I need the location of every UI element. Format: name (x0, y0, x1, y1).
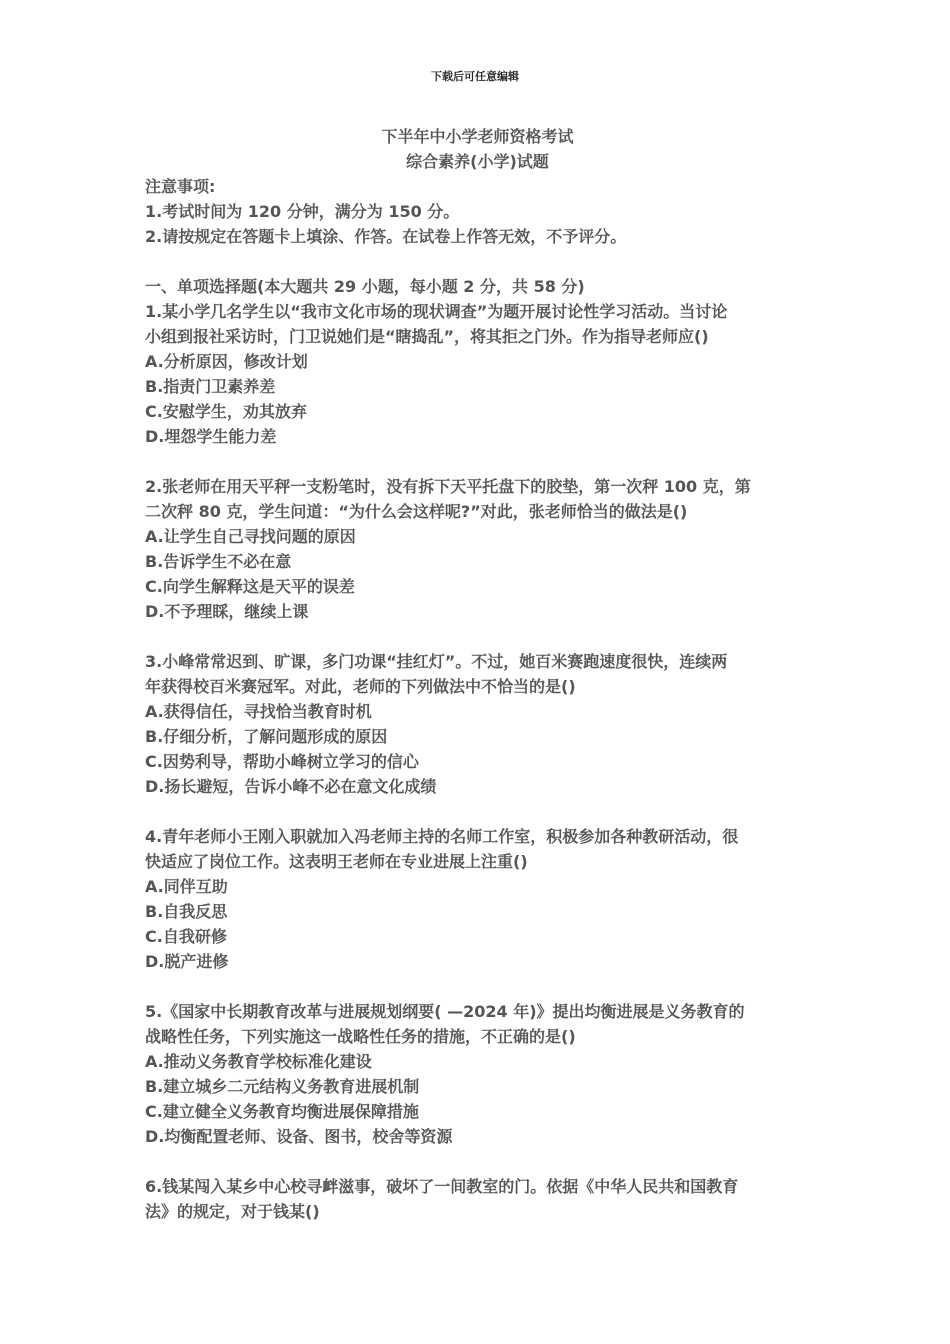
notice-heading: 注意事项: (145, 177, 216, 196)
option-a: A.让学生自己寻找问题的原因 (145, 527, 356, 546)
question-text-line: 二次秤 80 克，学生问道：“为什么会这样呢?”对此，张老师恰当的做法是() (145, 502, 688, 521)
option-a: A.同伴互助 (145, 877, 228, 896)
question-text-line: 3.小峰常常迟到、旷课，多门功课“挂红灯”。不过，她百米赛跑速度很快，连续两 (145, 652, 728, 671)
option-c: C.向学生解释这是天平的误差 (145, 577, 355, 596)
blank-line (145, 249, 810, 274)
option-b: B.建立城乡二元结构义务教育进展机制 (145, 1077, 420, 1096)
question-text-line: 小组到报社采访时，门卫说她们是“瞎捣乱”，将其拒之门外。作为指导老师应() (145, 327, 709, 346)
question-text-line: 2.张老师在用天平秤一支粉笔时，没有拆下天平托盘下的胶垫，第一次秤 100 克，第 (145, 477, 751, 496)
option-d: D.均衡配置老师、设备、图书，校舍等资源 (145, 1127, 453, 1146)
option-c: C.建立健全义务教育均衡进展保障措施 (145, 1102, 419, 1121)
option-c: C.自我研修 (145, 927, 227, 946)
option-b: B.指责门卫素养差 (145, 377, 276, 396)
section-title: 一、单项选择题(本大题共 29 小题，每小题 2 分，共 58 分) (145, 277, 585, 296)
question-text-line: 6.钱某闯入某乡中心校寻衅滋事，破坏了一间教室的门。依据《中华人民共和国教育 (145, 1177, 739, 1196)
notice-item: 2.请按规定在答题卡上填涂、作答。在试卷上作答无效，不予评分。 (145, 227, 627, 246)
notice-item: 1.考试时间为 120 分钟，满分为 150 分。 (145, 202, 460, 221)
document-body (145, 124, 810, 1224)
blank-line (145, 974, 810, 999)
question-3 (145, 649, 810, 799)
header-note: 下载后可任意编辑 (431, 70, 519, 83)
question-text-line: 法》的规定，对于钱某() (145, 1202, 320, 1221)
option-d: D.脱产进修 (145, 952, 229, 971)
option-d: D.不予理睬，继续上课 (145, 602, 309, 621)
option-a: A.获得信任，寻找恰当教育时机 (145, 702, 372, 721)
question-4 (145, 824, 810, 974)
question-text-line: 快适应了岗位工作。这表明王老师在专业进展上注重() (145, 852, 528, 871)
question-text-line: 1.某小学几名学生以“我市文化市场的现状调查”为题开展讨论性学习活动。当讨论 (145, 302, 728, 321)
option-a: A.分析原因，修改计划 (145, 352, 308, 371)
blank-line (145, 799, 810, 824)
exam-subtitle: 综合素养(小学)试题 (406, 152, 549, 171)
notice-block (145, 174, 810, 249)
question-5 (145, 999, 810, 1149)
question-text-line: 战略性任务，下列实施这一战略性任务的措施，不正确的是() (145, 1027, 576, 1046)
option-b: B.仔细分析，了解问题形成的原因 (145, 727, 388, 746)
question-text-line: 4.青年老师小王刚入职就加入冯老师主持的名师工作室，积极参加各种教研活动，很 (145, 827, 739, 846)
question-text-line: 5.《国家中长期教育改革与进展规划纲要( —2024 年)》提出均衡进展是义务教育的 (145, 1002, 745, 1021)
question-1 (145, 299, 810, 449)
option-a: A.推动义务教育学校标准化建设 (145, 1052, 372, 1071)
exam-title: 下半年中小学老师资格考试 (381, 127, 574, 146)
blank-line (145, 449, 810, 474)
option-d: D.埋怨学生能力差 (145, 427, 277, 446)
option-c: C.安慰学生，劝其放弃 (145, 402, 307, 421)
question-2 (145, 474, 810, 624)
question-6 (145, 1174, 810, 1224)
option-c: C.因势利导，帮助小峰树立学习的信心 (145, 752, 419, 771)
option-b: B.告诉学生不必在意 (145, 552, 292, 571)
option-d: D.扬长避短，告诉小峰不必在意文化成绩 (145, 777, 437, 796)
option-b: B.自我反思 (145, 902, 228, 921)
blank-line (145, 1149, 810, 1174)
blank-line (145, 624, 810, 649)
question-text-line: 年获得校百米赛冠军。对此，老师的下列做法中不恰当的是() (145, 677, 576, 696)
